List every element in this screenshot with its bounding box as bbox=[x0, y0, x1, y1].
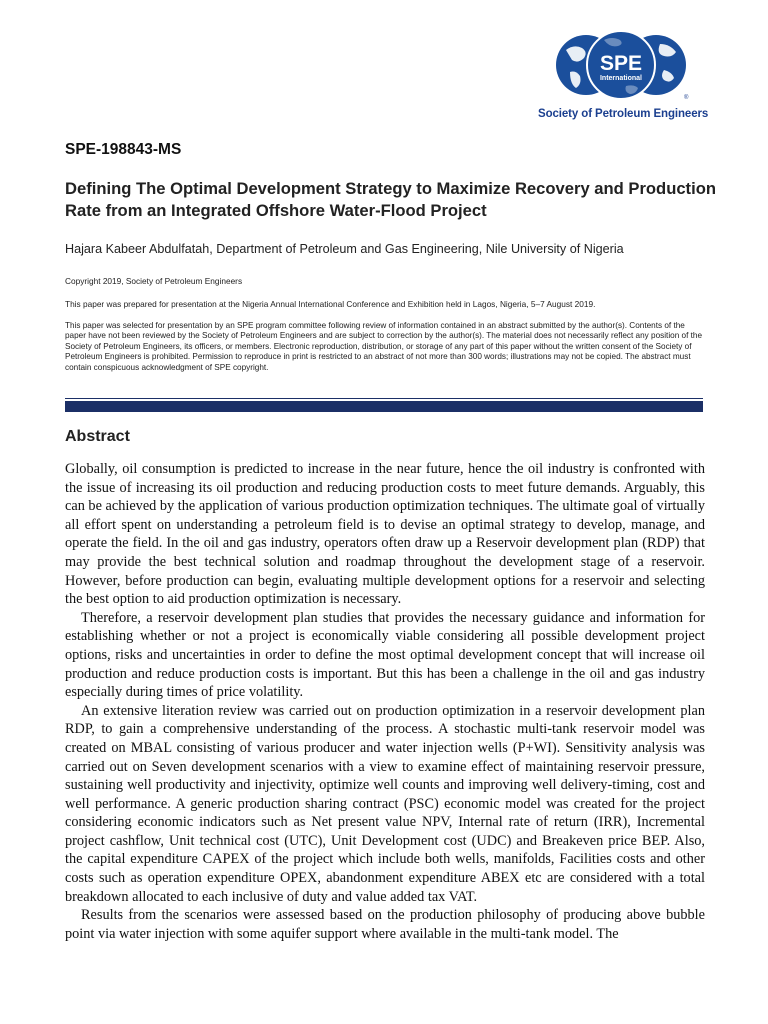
logo-acronym: SPE bbox=[599, 52, 643, 75]
divider-thin bbox=[65, 398, 703, 399]
paper-id: SPE-198843-MS bbox=[65, 141, 182, 158]
abstract-paragraph: Globally, oil consumption is predicted to increase in the near future, hence the oil industry is confronted with the issue of increasing its oil production and reducing production costs to meet future demands. Arguably, this can be achieved by the application of various production optimization techniques. The ultimate goal of virtually all effort spent on understanding a petroleum field is to devise an optimal strategy to develop, manage, and operate the field. In the oil and gas industry, operators often draw up a Reservoir development plan (RDP) that may provide the best technical solution and roadmap throughout the development stage of a reservoir. However, before production can begin, evaluating multiple development options for a reservoir and selecting the best option to aid production optimization is necessary. bbox=[65, 461, 705, 608]
divider-bar bbox=[65, 401, 703, 412]
registered-mark: ® bbox=[684, 95, 689, 101]
logo-caption: Society of Petroleum Engineers bbox=[538, 108, 709, 120]
logo-sub: International bbox=[599, 75, 643, 82]
abstract-body bbox=[65, 460, 705, 943]
prepared-notice: This paper was prepared for presentation at the Nigeria Annual International Conference and Exhibition held in Lagos, Nigeria, 5–7 August 2019. bbox=[65, 299, 596, 309]
paper-title: Defining The Optimal Development Strategy to Maximize Recovery and Production Rate from an Integrated Offshore Water-Flood Project bbox=[65, 179, 716, 220]
selection-notice: This paper was selected for presentation by an SPE program committee following review of information contained in an abstract submitted by the author(s). Contents of the paper have not been reviewed by the Society of Petroleum Engineers and are subject to correction by the author(s). The material does not necessarily reflect any position of the Society of Petroleum Engineers, its officers, or members. Electronic reproduction, distribution, or storage of any part of this paper without the written consent of the Society of Petroleum Engineers is prohibited. Permission to reproduce in print is restricted to an abstract of not more than 300 words; illustrations may not be copied. The abstract must contain conspicuous acknowledgment of SPE copyright. bbox=[65, 321, 703, 372]
abstract-paragraph: An extensive literation review was carried out on production optimization in a reservoir development plan RDP, to gain a comprehensive understanding of the process. A stochastic multi-tank reservoir model was created on MBAL consisting of various producer and water injection wells (P+WI). Sensitivity analysis was carried out on Seven development scenarios with a view to examine effect of maintaining reservoir pressure, sustaining well productivity and injectivity, optimize well counts and improving well delivery-timing, cost and well performance. A generic production sharing contract (PSC) economic model was created for the project considering economic indicators such as Net present value NPV, Internal rate of return (IRR), Incremental project cashflow, Unit technical cost (UTC), Unit Development cost (UDC) and Breakeven price BEP. Also, the capital expenditure CAPEX of the project which include both wells, manifolds, Facilities costs and other costs such as operation expenditure OPEX, abandonment expenditure ABEX etc are considered with a total breakdown allocated to each inclusive of duty and value added tax VAT. bbox=[65, 702, 705, 905]
author-line: Hajara Kabeer Abdulfatah, Department of Petroleum and Gas Engineering, Nile University of Nigeria bbox=[65, 242, 624, 256]
abstract-paragraph: Therefore, a reservoir development plan studies that provides the necessary guidance and information for establishing whether or not a project is economically viable considering all possible development project options, risks and uncertainties in order to define the most optimal development concept that will increase oil production and reduce production costs is important. But this has been a challenge in the oil and gas industry especially during times of price volatility. bbox=[65, 609, 705, 701]
spe-globes-icon bbox=[556, 28, 689, 103]
copyright-notice: Copyright 2019, Society of Petroleum Engineers bbox=[65, 276, 243, 286]
spe-logo bbox=[538, 28, 708, 128]
abstract-paragraph: Results from the scenarios were assessed based on the production philosophy of producing above bubble point via water injection with some aquifer support where available in the multi-tank model. The bbox=[65, 907, 705, 942]
abstract-heading: Abstract bbox=[65, 428, 130, 445]
